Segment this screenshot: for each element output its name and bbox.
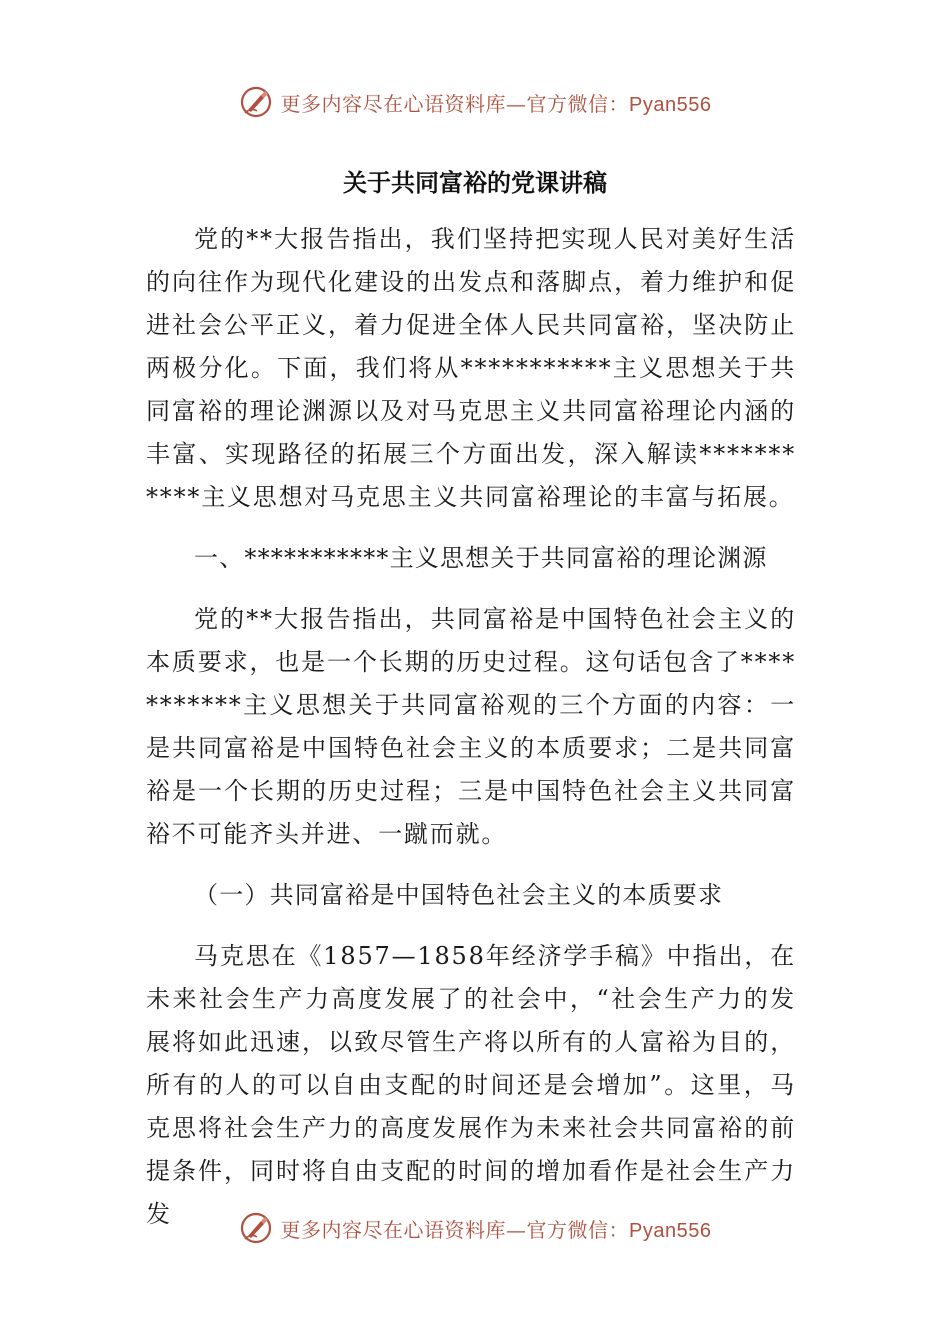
subsection-heading-1: （一）共同富裕是中国特色社会主义的本质要求: [194, 881, 724, 909]
watermark-wechat-id: Pyan556: [629, 1219, 712, 1242]
watermark-text-cn: 更多内容尽在心语资料库—官方微信：: [280, 1217, 630, 1242]
paragraph-intro: 党的**大报告指出，我们坚持把实现人民对美好生活的向往作为现代化建设的出发点和落脚点，着力维护和促进社会公平正义，着力促进全体人民共同富裕，坚决防止两极分化。下面，我们将从***********主义思想关于共同富裕的理论渊源以及对马克思主义共同富裕理论内涵的丰富、实现路径的拓展三个方面出发，深入解读***********主义思想对马克思主义共同富裕理论的丰富与拓展。: [146, 225, 796, 511]
watermark-wechat-id: Pyan556: [629, 93, 712, 116]
footer-watermark: [0, 1208, 950, 1248]
document-body: [146, 218, 796, 1254]
pen-logo-icon: [239, 1211, 273, 1245]
pen-logo-icon: [239, 85, 273, 119]
document-title: 关于共同富裕的党课讲稿: [343, 169, 607, 197]
header-watermark: [0, 82, 950, 122]
watermark-text: [281, 88, 712, 117]
section-heading-1: 一、***********主义思想关于共同富裕的理论渊源: [194, 544, 768, 572]
watermark-text: [281, 1214, 712, 1243]
paragraph-subsection-1: 马克思在《1857—1858年经济学手稿》中指出，在未来社会生产力高度发展了的社会中，“社会生产力的发展将如此迅速，以致尽管生产将以所有的人富裕为目的，所有的人的可以自由支配的时间还是会增加”。这里，马克思将社会生产力的高度发展作为未来社会共同富裕的前提条件，同时将自由支配的时间的增加看作是社会生产力发: [146, 942, 796, 1228]
paragraph-section-1: 党的**大报告指出，共同富裕是中国特色社会主义的本质要求，也是一个长期的历史过程。这句话包含了***********主义思想关于共同富裕观的三个方面的内容：一是共同富裕是中国特色社会主义的本质要求；二是共同富裕是一个长期的历史过程；三是中国特色社会主义共同富裕不可能齐头并进、一蹴而就。: [146, 605, 796, 848]
watermark-text-cn: 更多内容尽在心语资料库—官方微信：: [280, 91, 630, 116]
